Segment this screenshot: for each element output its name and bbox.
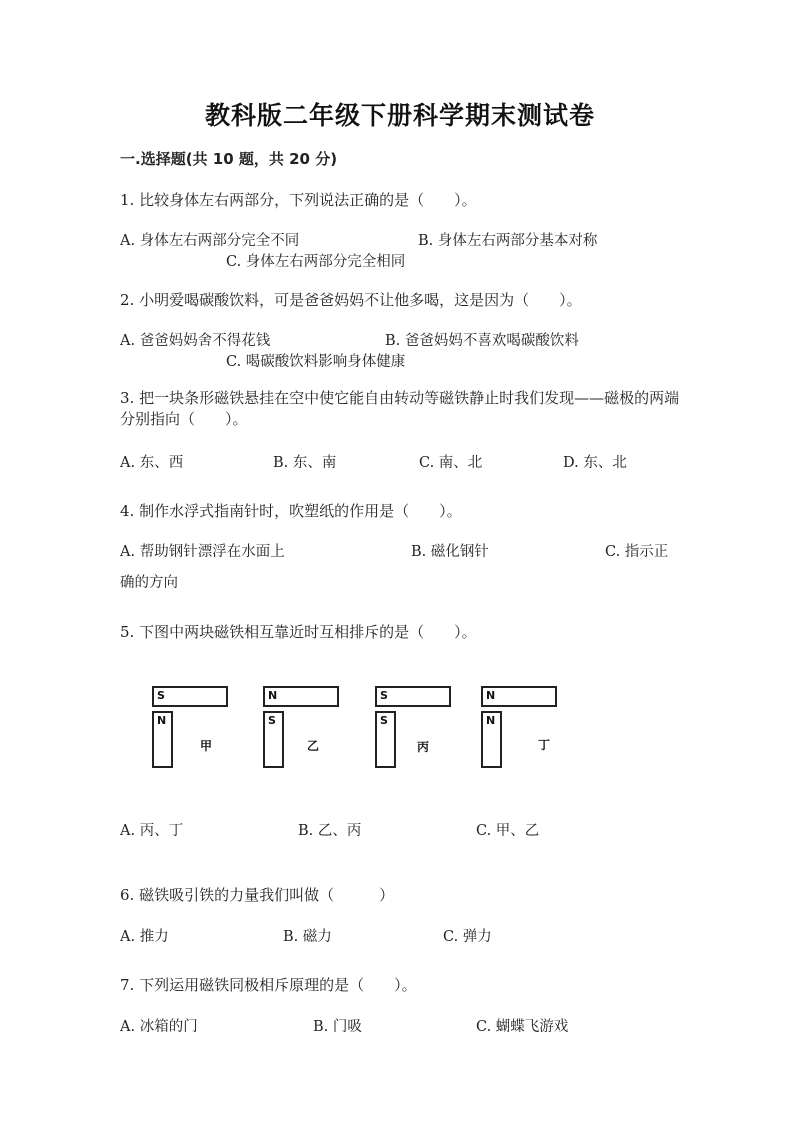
q1-option-c[interactable]: C. 身体左右两部分完全相同 [226, 254, 406, 270]
q4-option-c-continued: 确的方向 [120, 575, 178, 591]
q2-option-b[interactable]: B. 爸爸妈妈不喜欢喝碳酸饮料 [385, 333, 579, 349]
magnet-bing-label: 丙 [417, 740, 430, 754]
magnet-yi-bottom-pole: S [268, 714, 276, 727]
magnet-ding-label: 丁 [538, 738, 551, 752]
section-heading: 一.选择题(共 10 题，共 20 分) [120, 150, 338, 168]
question-6-stem: 6. 磁铁吸引铁的力量我们叫做（ ） [120, 886, 395, 904]
magnet-jia-bottom-pole: N [157, 714, 167, 727]
q7-option-c[interactable]: C. 蝴蝶飞游戏 [476, 1019, 569, 1035]
question-4-stem: 4. 制作水浮式指南针时，吹塑纸的作用是（ ）。 [120, 502, 462, 520]
magnet-jia-label: 甲 [200, 739, 213, 753]
q6-option-a[interactable]: A. 推力 [120, 929, 169, 945]
q1-option-a[interactable]: A. 身体左右两部分完全不同 [120, 233, 300, 249]
q2-option-c[interactable]: C. 喝碳酸饮料影响身体健康 [226, 354, 406, 370]
magnet-ding-bottom-pole: N [486, 714, 496, 727]
magnet-bing-bottom-pole: S [380, 714, 388, 727]
question-2-stem: 2. 小明爱喝碳酸饮料，可是爸爸妈妈不让他多喝，这是因为（ ）。 [120, 291, 582, 309]
q4-option-a[interactable]: A. 帮助钢针漂浮在水面上 [120, 544, 285, 560]
q7-option-a[interactable]: A. 冰箱的门 [120, 1019, 198, 1035]
q3-option-d[interactable]: D. 东、北 [563, 455, 627, 471]
question-3-stem: 3. 把一块条形磁铁悬挂在空中使它能自由转动等磁铁静止时我们发现——磁极的两端分别指向（ ）。 [120, 389, 680, 428]
q5-option-a[interactable]: A. 丙、丁 [120, 823, 184, 839]
question-7-stem: 7. 下列运用磁铁同极相斥原理的是（ ）。 [120, 976, 417, 994]
q1-option-b[interactable]: B. 身体左右两部分基本对称 [418, 233, 598, 249]
magnet-yi-label: 乙 [307, 739, 320, 753]
magnet-ding-top-pole: N [486, 689, 496, 702]
q2-option-a[interactable]: A. 爸爸妈妈舍不得花钱 [120, 333, 271, 349]
q7-option-b[interactable]: B. 门吸 [313, 1019, 362, 1035]
q5-option-b[interactable]: B. 乙、丙 [298, 823, 362, 839]
question-1-stem: 1. 比较身体左右两部分，下列说法正确的是（ ）。 [120, 191, 477, 209]
magnet-yi-top-pole: N [268, 689, 278, 702]
q5-option-c[interactable]: C. 甲、乙 [476, 823, 540, 839]
q6-option-b[interactable]: B. 磁力 [283, 929, 332, 945]
q3-option-c[interactable]: C. 南、北 [419, 455, 483, 471]
q4-option-c[interactable]: C. 指示正 [605, 544, 669, 560]
magnet-bing-top-pole: S [380, 689, 388, 702]
page-title: 教科版二年级下册科学期末测试卷 [204, 101, 595, 130]
q6-option-c[interactable]: C. 弹力 [443, 929, 492, 945]
question-5-stem: 5. 下图中两块磁铁相互靠近时互相排斥的是（ ）。 [120, 623, 477, 641]
magnet-jia-top-pole: S [157, 689, 165, 702]
q4-option-b[interactable]: B. 磁化钢针 [411, 544, 489, 560]
q3-option-b[interactable]: B. 东、南 [273, 455, 337, 471]
q3-option-a[interactable]: A. 东、西 [120, 455, 184, 471]
